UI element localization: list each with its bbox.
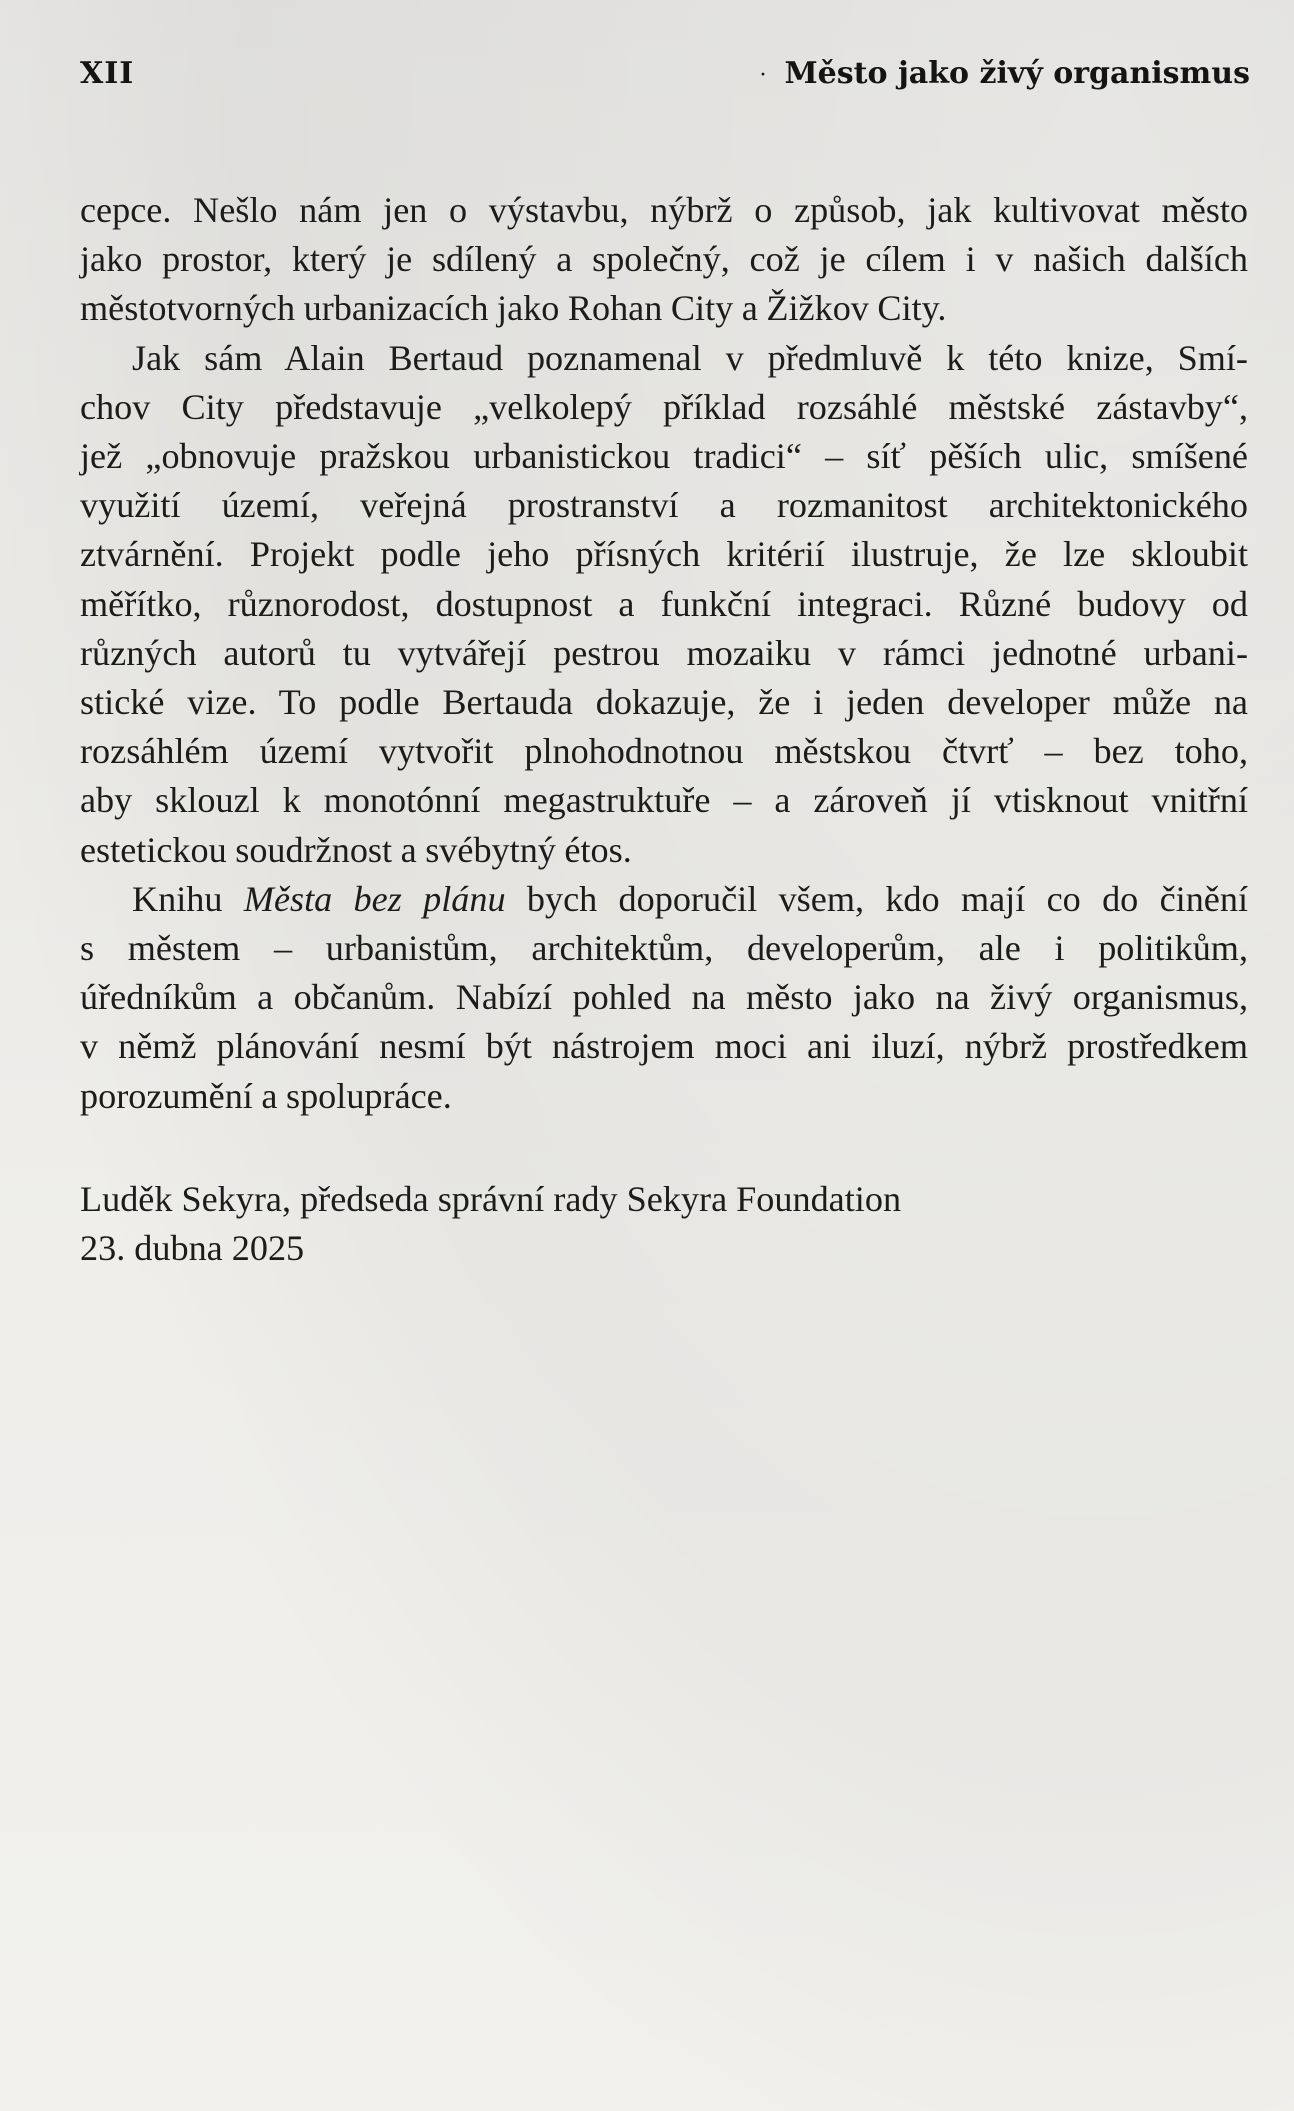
text-line: s městem – urbanistům, architektům, developerům, ale i politikům, bbox=[80, 928, 1248, 969]
signature-block bbox=[80, 1175, 901, 1273]
paragraph-2 bbox=[80, 334, 1248, 875]
text-line: jako prostor, který je sdílený a společný, což je cílem i v našich dalších bbox=[80, 239, 1248, 280]
paragraph-3 bbox=[80, 875, 1248, 1121]
running-title bbox=[759, 56, 1250, 91]
book-title: Města bez plánu bbox=[243, 878, 506, 919]
text-line: využití území, veřejná prostranství a rozmanitost architektonického bbox=[80, 485, 1248, 526]
text-line: chov City představuje „velkolepý příklad rozsáhlé městské zástavby“, bbox=[80, 386, 1248, 427]
text-line: ztvárnění. Projekt podle jeho přísných kritérií ilustruje, že lze skloubit bbox=[80, 534, 1248, 575]
text-line: měřítko, různorodost, dostupnost a funkční integraci. Různé budovy od bbox=[80, 583, 1248, 624]
signature-date: 23. dubna 2025 bbox=[80, 1228, 305, 1269]
text-line: městotvorných urbanizacích jako Rohan City a Žižkov City. bbox=[80, 288, 947, 329]
page-number: XII bbox=[80, 56, 135, 91]
text-fragment: Knihu bbox=[132, 878, 244, 919]
paragraph-1 bbox=[80, 186, 1248, 334]
text-line: různých autorů tu vytvářejí pestrou mozaiku v rámci jednotné urbani- bbox=[80, 632, 1248, 673]
text-line: porozumění a spolupráce. bbox=[80, 1075, 452, 1116]
header-dot: · bbox=[759, 62, 767, 88]
text-line: úředníkům a občanům. Nabízí pohled na město jako na živý organismus, bbox=[80, 977, 1248, 1018]
text-line: jež „obnovuje pražskou urbanistickou tradici“ – síť pěších ulic, smíšené bbox=[80, 436, 1248, 477]
text-line: aby sklouzl k monotónní megastruktuře – a zároveň jí vtisknout vnitřní bbox=[80, 780, 1248, 821]
text-line bbox=[80, 875, 1248, 924]
text-line: Jak sám Alain Bertaud poznamenal v předmluvě k této knize, Smí- bbox=[132, 337, 1248, 378]
signature-name: Luděk Sekyra, předseda správní rady Sekyra Foundation bbox=[80, 1179, 902, 1219]
running-title-text: Město jako živý organismus bbox=[784, 56, 1250, 91]
page-header bbox=[80, 56, 1250, 100]
text-line: stické vize. To podle Bertauda dokazuje, že i jeden developer může na bbox=[80, 682, 1248, 723]
text-fragment: bych doporučil všem, kdo mají co do činění bbox=[505, 878, 1249, 919]
text-line: cepce. Nešlo nám jen o výstavbu, nýbrž o způsob, jak kultivovat město bbox=[80, 190, 1248, 230]
text-line: estetickou soudržnost a svébytný étos. bbox=[80, 829, 632, 870]
text-line: rozsáhlém území vytvořit plnohodnotnou městskou čtvrť – bez toho, bbox=[80, 731, 1248, 772]
body-text bbox=[80, 186, 1248, 1121]
text-line: v němž plánování nesmí být nástrojem moci ani iluzí, nýbrž prostředkem bbox=[80, 1026, 1248, 1067]
